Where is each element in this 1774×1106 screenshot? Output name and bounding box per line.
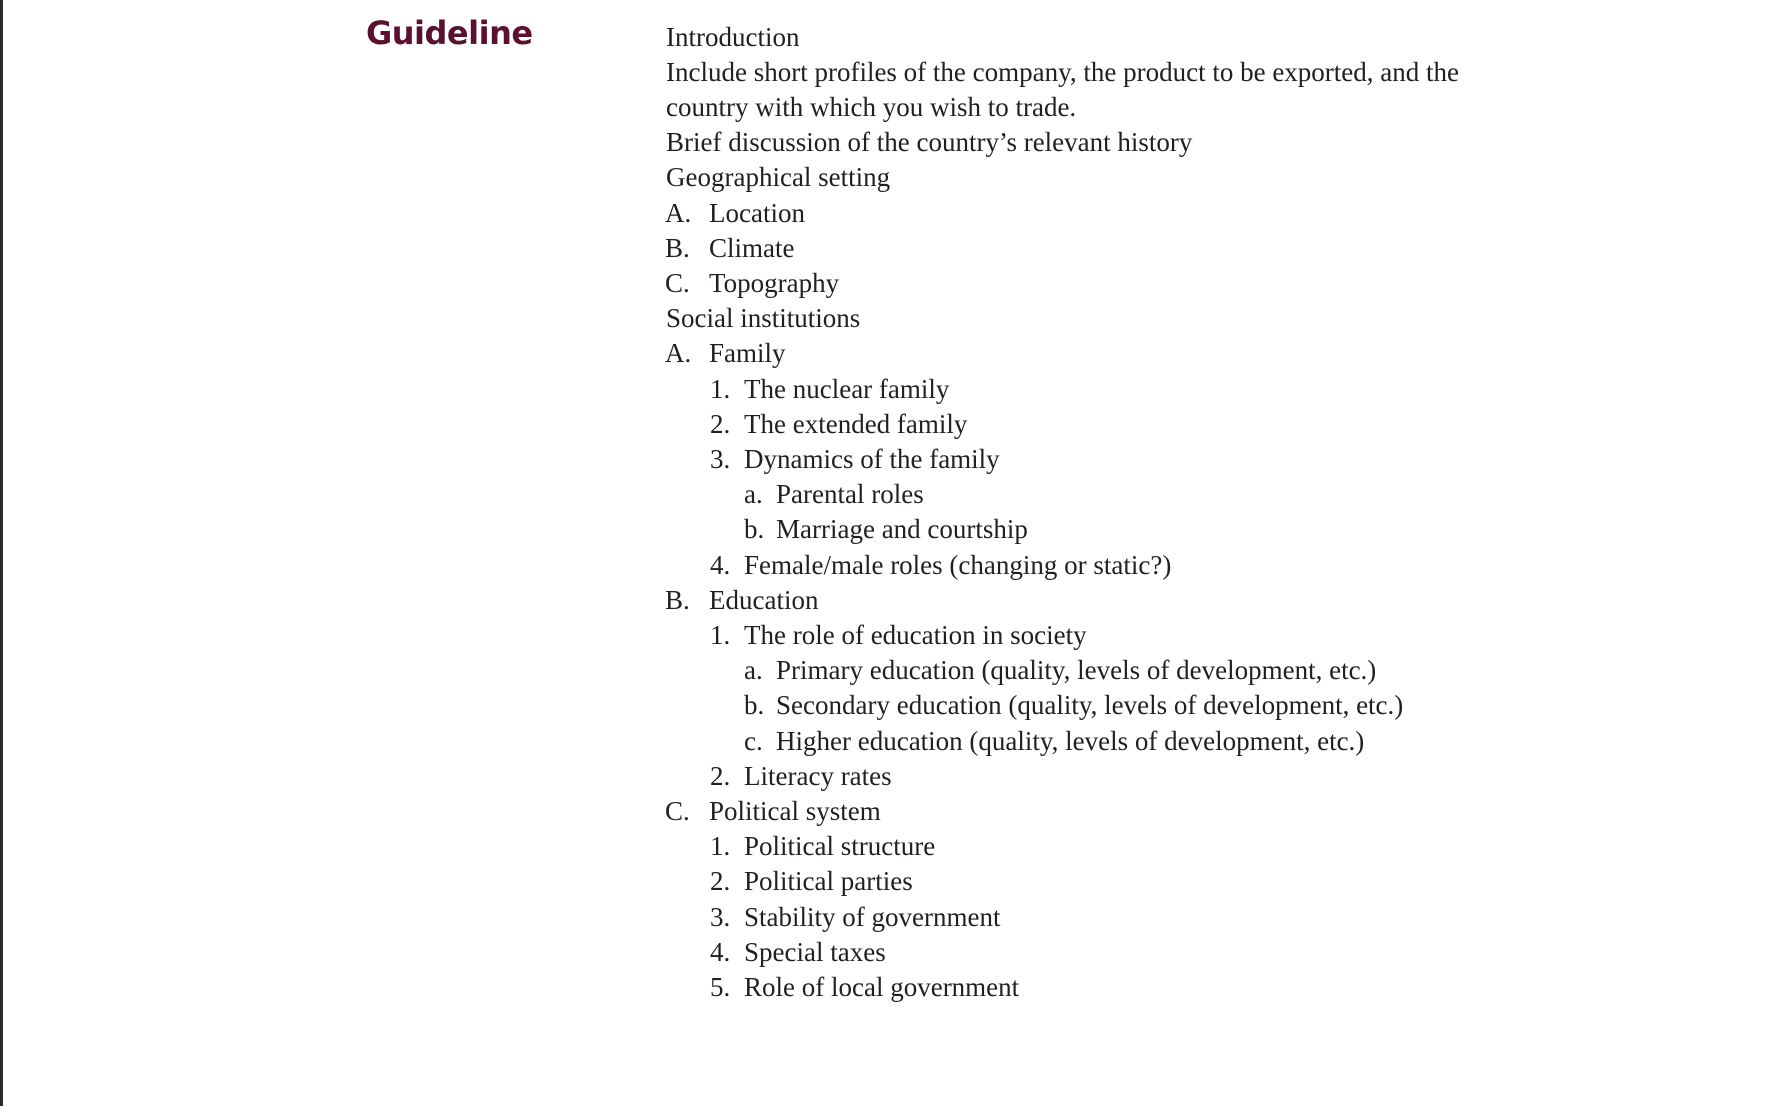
outline-marker: A. [665,338,692,368]
outline-text: Special taxes [744,937,886,967]
outline-text: Political parties [744,866,913,896]
outline-marker: 2. [710,866,731,896]
outline-text: The extended family [744,409,968,439]
outline-marker: 5. [710,972,731,1002]
outline-text: country with which you wish to trade. [666,92,1077,122]
outline-marker: B. [665,233,690,263]
outline-marker: a. [744,655,763,685]
outline-text: Introduction [666,22,800,52]
outline-marker: C. [665,796,690,826]
outline-text: Female/male roles (changing or static?) [744,550,1172,580]
outline-text: Family [709,338,786,368]
outline-text: Climate [709,233,795,263]
outline-marker: a. [744,479,763,509]
outline-text: Political system [709,796,881,826]
outline-text: Social institutions [666,303,861,333]
outline-marker: b. [744,514,765,544]
outline-text: Parental roles [776,479,924,509]
outline-text: Topography [709,268,840,298]
outline-marker: 3. [710,902,731,932]
outline-marker: 2. [710,409,731,439]
outline-marker: 4. [710,550,731,580]
outline-text: Include short profiles of the company, the product to be exported, and the [666,57,1460,87]
outline-text: Secondary education (quality, levels of development, etc.) [776,690,1404,720]
outline-text: Role of local government [744,972,1020,1002]
outline-marker: B. [665,585,690,615]
outline-text: Political structure [744,831,936,861]
outline-marker: C. [665,268,690,298]
outline-text: Higher education (quality, levels of development, etc.) [776,726,1365,756]
outline-marker: 1. [710,620,731,650]
outline-text: Literacy rates [744,761,892,791]
outline-text: Brief discussion of the country’s relevant history [666,127,1193,157]
outline-text: Marriage and courtship [776,514,1028,544]
outline-text: Stability of government [744,902,1001,932]
outline-text: The role of education in society [744,620,1087,650]
outline-marker: 1. [710,831,731,861]
outline-marker: c. [744,726,763,756]
outline-marker: 4. [710,937,731,967]
outline-text: Primary education (quality, levels of development, etc.) [776,655,1377,685]
outline-text: Dynamics of the family [744,444,1000,474]
outline-text: Education [709,585,819,615]
outline-marker: 1. [710,374,731,404]
section-heading: Guideline [366,14,533,52]
outline-text: Location [709,198,805,228]
outline-text: The nuclear family [744,374,950,404]
outline-text: Geographical setting [666,162,891,192]
outline-marker: 2. [710,761,731,791]
outline-marker: A. [665,198,692,228]
outline-marker: b. [744,690,765,720]
outline-marker: 3. [710,444,731,474]
